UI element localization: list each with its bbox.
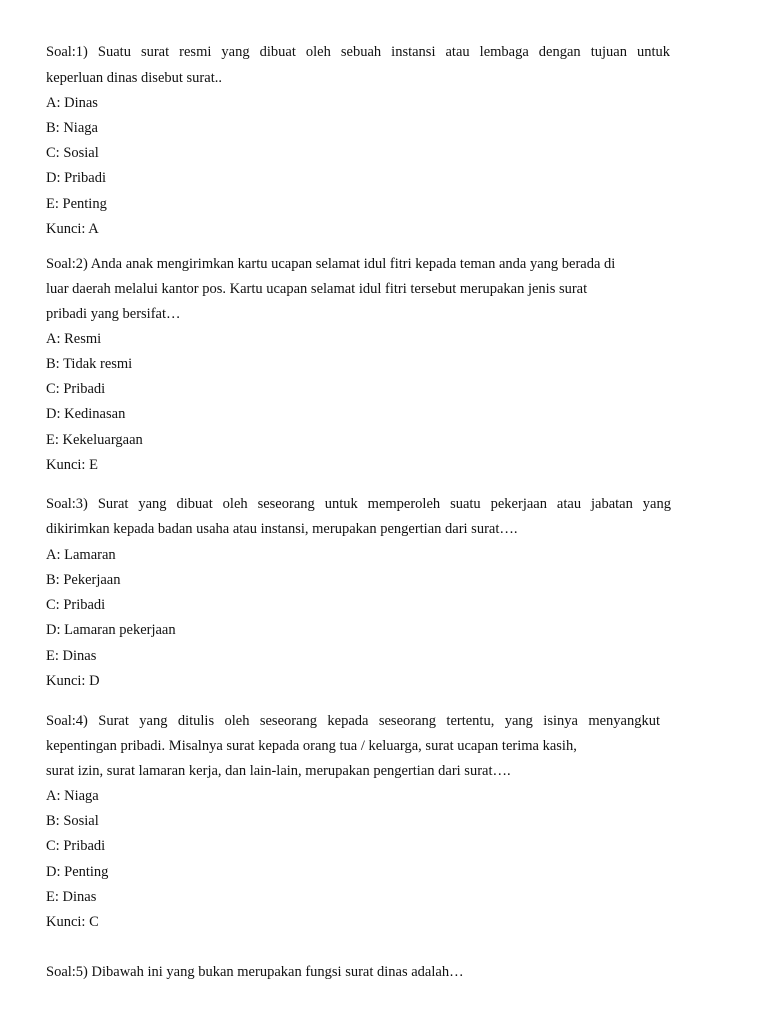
- question-2-option-d: D: Kedinasan: [46, 406, 126, 422]
- question-4-text-line-2: kepentingan pribadi. Misalnya surat kepada orang tua / keluarga, surat ucapan terima kasih,: [46, 738, 577, 754]
- question-4-option-a: A: Niaga: [46, 788, 99, 804]
- question-1-option-d: D: Pribadi: [46, 170, 107, 186]
- question-3-option-e: E: Dinas: [46, 648, 97, 664]
- question-2-option-c: C: Pribadi: [46, 381, 106, 397]
- question-3-answer-key: Kunci: D: [46, 673, 100, 689]
- question-5-text-line-1: Soal:5) Dibawah ini yang bukan merupakan fungsi surat dinas adalah…: [46, 964, 464, 980]
- question-1-text-line-2: keperluan dinas disebut surat..: [46, 70, 222, 86]
- question-4-text-line-3: surat izin, surat lamaran kerja, dan lain-lain, merupakan pengertian dari surat….: [46, 763, 511, 779]
- question-2-text-line-3: pribadi yang bersifat…: [46, 306, 181, 322]
- question-3-option-c: C: Pribadi: [46, 597, 106, 613]
- question-3-option-b: B: Pekerjaan: [46, 572, 121, 588]
- question-3-text-line-1: Soal:3) Surat yang dibuat oleh seseorang untuk memperoleh suatu pekerjaan atau jabatan yang: [46, 496, 671, 512]
- question-4-option-b: B: Sosial: [46, 813, 99, 829]
- question-1-option-c: C: Sosial: [46, 145, 99, 161]
- question-1-option-a: A: Dinas: [46, 95, 98, 111]
- question-1-text-line-1: Soal:1) Suatu surat resmi yang dibuat oleh sebuah instansi atau lembaga dengan tujuan untuk: [46, 44, 670, 60]
- question-2-option-b: B: Tidak resmi: [46, 356, 133, 372]
- question-4-option-c: C: Pribadi: [46, 838, 106, 854]
- question-4-text-line-1: Soal:4) Surat yang ditulis oleh seseorang kepada seseorang tertentu, yang isinya menyangkut: [46, 713, 660, 729]
- question-1-answer-key: Kunci: A: [46, 221, 99, 237]
- question-3-option-a: A: Lamaran: [46, 547, 116, 563]
- question-4-option-d: D: Penting: [46, 864, 109, 880]
- question-4-option-e: E: Dinas: [46, 889, 97, 905]
- question-2-text-line-2: luar daerah melalui kantor pos. Kartu ucapan selamat idul fitri tersebut merupakan jenis surat: [46, 281, 588, 297]
- question-2-text-line-1: Soal:2) Anda anak mengirimkan kartu ucapan selamat idul fitri kepada teman anda yang berada di: [46, 256, 616, 272]
- question-2-answer-key: Kunci: E: [46, 457, 98, 473]
- question-1-option-b: B: Niaga: [46, 120, 98, 136]
- question-2-option-e: E: Kekeluargaan: [46, 432, 143, 448]
- question-2-option-a: A: Resmi: [46, 331, 102, 347]
- question-3-text-line-2: dikirimkan kepada badan usaha atau instansi, merupakan pengertian dari surat….: [46, 521, 518, 537]
- question-1-option-e: E: Penting: [46, 196, 107, 212]
- question-3-option-d: D: Lamaran pekerjaan: [46, 622, 176, 638]
- question-4-answer-key: Kunci: C: [46, 914, 99, 930]
